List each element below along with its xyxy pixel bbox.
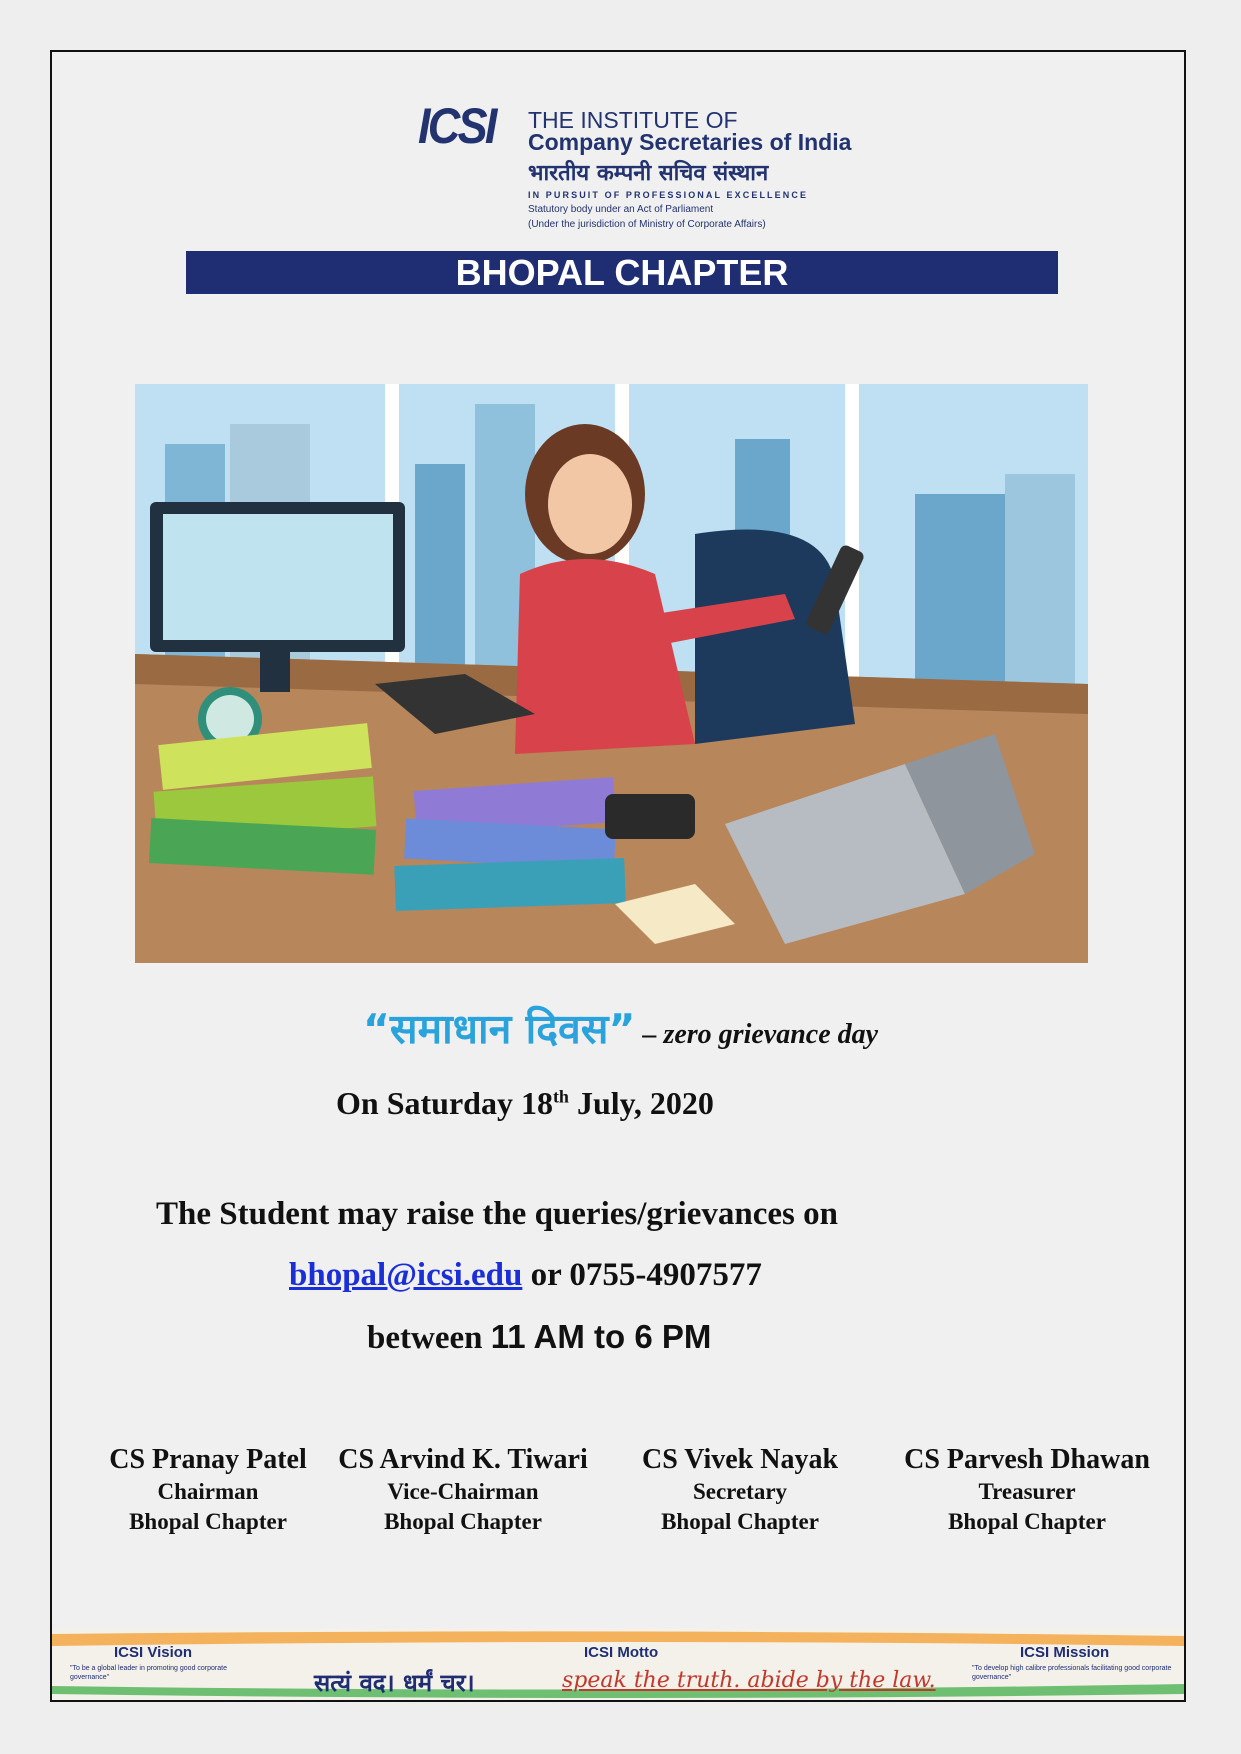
time-prefix: between [367,1320,491,1356]
signatory-org: Bhopal Chapter [384,1509,542,1534]
time-window [367,1318,711,1357]
org-statutory-note: Statutory body under an Act of Parliament [528,204,714,215]
event-title [0,1000,1241,1056]
footer-motto-english: speak the truth. abide by the law. [562,1668,936,1693]
signatory-treasurer [897,1443,1157,1537]
event-date-suffix-sup: th [552,1086,569,1107]
icsi-logo: ICSI [418,98,495,154]
signatory-name: CS Vivek Nayak [641,1444,839,1475]
signatory-name: CS Pranay Patel [109,1444,307,1475]
footer-vision-label: ICSI Vision [114,1644,193,1661]
signatory-vice-chairman [333,1443,593,1537]
org-tagline: IN PURSUIT OF PROFESSIONAL EXCELLENCE [528,190,809,200]
signatory-secretary [610,1443,870,1537]
office-illustration [135,384,1088,963]
signatory-org: Bhopal Chapter [948,1509,1106,1534]
contact-line [289,1257,762,1294]
event-date [336,1085,714,1122]
signatory-name: CS Parvesh Dhawan [904,1444,1150,1475]
chapter-banner: BHOPAL CHAPTER [186,251,1058,294]
signatory-role: Secretary [692,1479,788,1504]
event-date-rest: July, 2020 [568,1085,714,1121]
contact-connector: or [522,1257,570,1293]
footer-band [52,1628,1184,1700]
email-link[interactable]: bhopal@icsi.edu [289,1257,523,1293]
org-name-hindi: भारतीय कम्पनी सचिव संस्थान [528,161,769,186]
footer-motto-hindi: सत्यं वद। धर्मं चर। [314,1669,475,1697]
signatory-org: Bhopal Chapter [129,1509,287,1534]
org-name-line1: THE INSTITUTE OF [528,107,738,133]
query-instruction: The Student may raise the queries/grievances on [156,1196,838,1232]
signatory-role: Treasurer [978,1479,1076,1504]
signatory-role: Chairman [157,1479,259,1504]
signatory-org: Bhopal Chapter [661,1509,819,1534]
event-title-english: – zero grievance day [635,1019,879,1050]
event-title-hindi: “समाधान दिवस” [362,1005,636,1053]
time-range: 11 AM to 6 PM [490,1318,712,1355]
phone-number: 0755-4907577 [569,1257,762,1293]
signatory-role: Vice-Chairman [387,1479,539,1504]
org-jurisdiction-note: (Under the jurisdiction of Ministry of Corporate Affairs) [528,219,766,230]
org-name-line2: Company Secretaries of India [528,129,852,155]
signatory-name: CS Arvind K. Tiwari [338,1444,588,1475]
footer-mission-label: ICSI Mission [1020,1644,1110,1661]
footer-vision-text: "To be a global leader in promoting good corporate governance" [70,1665,227,1681]
event-date-prefix: On Saturday 18 [336,1085,553,1121]
footer-motto-label: ICSI Motto [584,1644,659,1661]
signatory-chairman [78,1443,338,1537]
footer-mission-text: "To develop high calibre professionals facilitating good corporate governance" [972,1665,1172,1681]
